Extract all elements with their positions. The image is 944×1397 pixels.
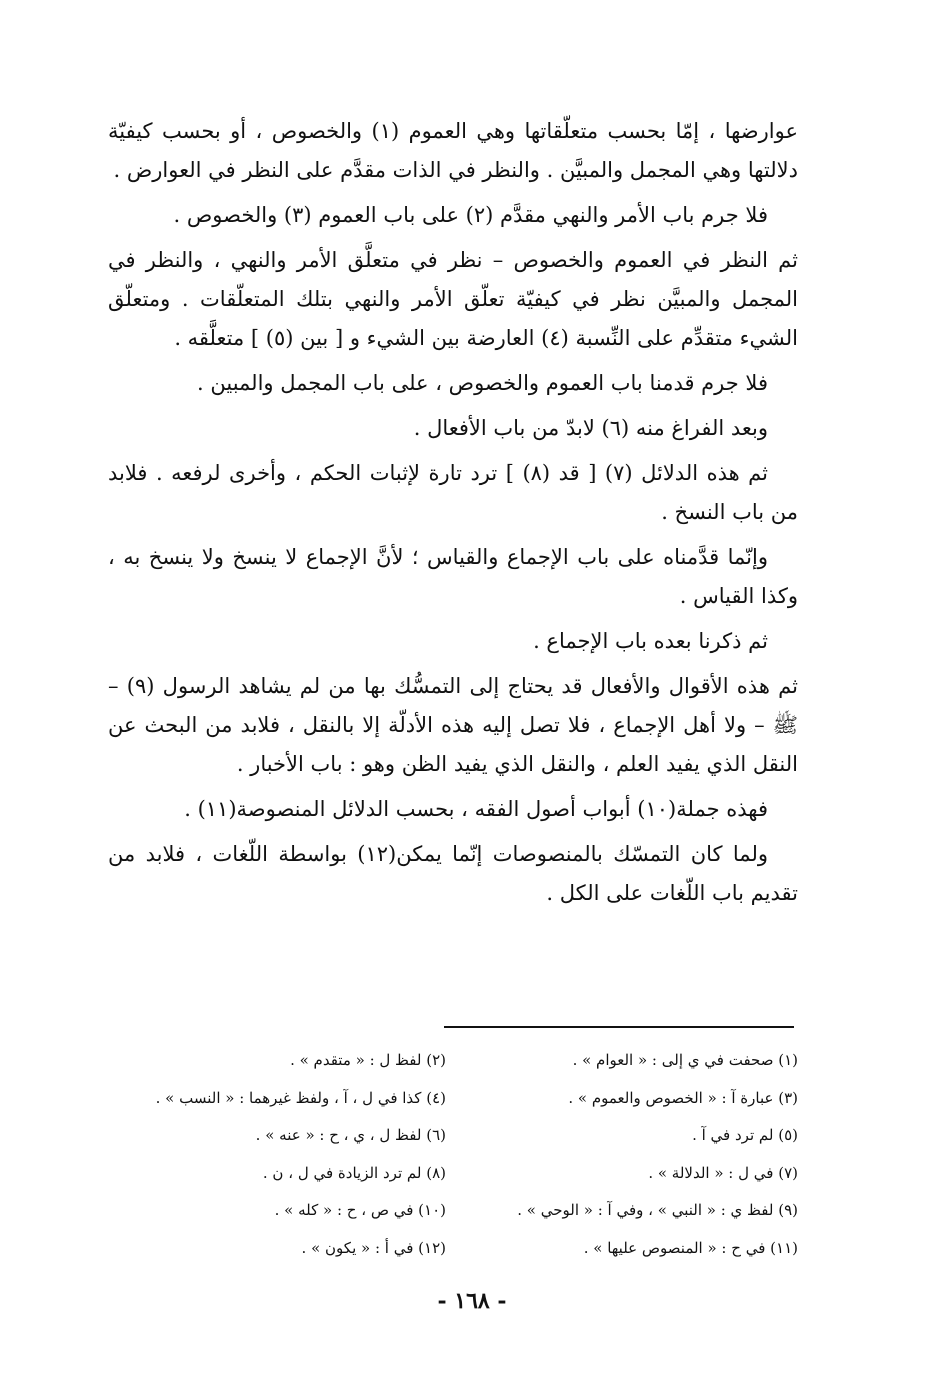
page-number: - ١٦٨ - — [437, 1288, 507, 1314]
footnote-11: (١١) في ح : « المنصوص عليها » . — [583, 1238, 798, 1257]
footnote-4: (٤) كذا في ل ، آ ، ولفظ غيرهما : « النسب » . — [155, 1088, 446, 1107]
paragraph-6: ثم هذه الدلائل (٧) [ قد (٨) ] ترد تارة لإثبات الحكم ، وأخرى لرفعه . فلابد من باب النسخ . — [108, 461, 798, 524]
paragraph-9: ثم هذه الأقوال والأفعال قد يحتاج إلى التمسُّك بها من لم يشاهد الرسول (٩) – ﷺ – ولا أهل الإجماع ، فلا تصل إليه هذه الأدلّة إلا بالنقل ، فلابد من البحث عن النقل الذي يفيد العلم ، والنقل الذي يفيد الظن وهو : باب الأخبار . — [108, 674, 798, 776]
footnote-9: (٩) لفظ ي : « النبي » ، وفي آ : « الوحي » . — [517, 1201, 798, 1219]
paragraph-11: ولما كان التمسّك بالمنصوصات إنّما يمكن(١٢) بواسطة اللّغات ، فلابد من تقديم باب اللّغات على الكل . — [108, 842, 798, 905]
paragraph-8: ثم ذكرنا بعده باب الإجماع . — [533, 629, 768, 653]
paragraph-4: فلا جرم قدمنا باب العموم والخصوص ، على باب المجمل والمبين . — [197, 371, 768, 395]
footnote-2: (٢) لفظ ل : « متقدم » . — [290, 1051, 446, 1069]
paragraph-7: وإنّما قدَّمناه على باب الإجماع والقياس ؛ لأنَّ الإجماع لا ينسخ ولا ينسخ به ، وكذا القياس . — [108, 545, 798, 608]
footnote-1: (١) صحفت في ي إلى : « العوام » . — [572, 1051, 798, 1069]
paragraph-5: وبعد الفراغ منه (٦) لابدّ من باب الأفعال . — [413, 416, 768, 440]
footnote-10: (١٠) في ص ، ح : « كله » . — [274, 1201, 446, 1219]
paragraph-2: فلا جرم باب الأمر والنهي مقدَّم (٢) على باب العموم (٣) والخصوص . — [173, 203, 768, 227]
footnote-divider — [444, 1026, 794, 1028]
footnote-5: (٥) لم ترد في آ . — [692, 1126, 798, 1144]
footnote-3: (٣) عبارة آ : « الخصوص والعموم » . — [568, 1088, 798, 1107]
paragraph-10: فهذه جملة(١٠) أبواب أصول الفقه ، بحسب الدلائل المنصوصة(١١) . — [184, 797, 768, 821]
paragraph-3: ثم النظر في العموم والخصوص – نظر في متعلَّق الأمر والنهي ، والنظر في المجمل والمبيَّن نظر في كيفيّة تعلّق الأمر والنهي بتلك المتعلّقات . ومتعلّق الشيء متقدِّم على النِّسبة (٤) العارضة بين الشيء و [ بين (٥) ] متعلَّقه . — [108, 248, 798, 350]
footnotes — [108, 1042, 798, 1267]
footnote-12: (١٢) في أ : « يكون » . — [301, 1238, 446, 1257]
footnote-8: (٨) لم ترد الزيادة في ل ، ن . — [262, 1163, 446, 1182]
main-text — [108, 112, 798, 919]
paragraph-1: عوارضها ، إمّا بحسب متعلّقاتها وهي العموم (١) والخصوص ، أو بحسب كيفيّة دلالتها وهي المجمل والمبيَّن . والنظر في الذات مقدَّم على النظر في العوارض . — [108, 119, 798, 182]
footnote-6: (٦) لفظ ل ، ي ، ح : « عنه » . — [255, 1126, 446, 1144]
footnote-7: (٧) في ل : « الدلالة » . — [648, 1163, 798, 1182]
